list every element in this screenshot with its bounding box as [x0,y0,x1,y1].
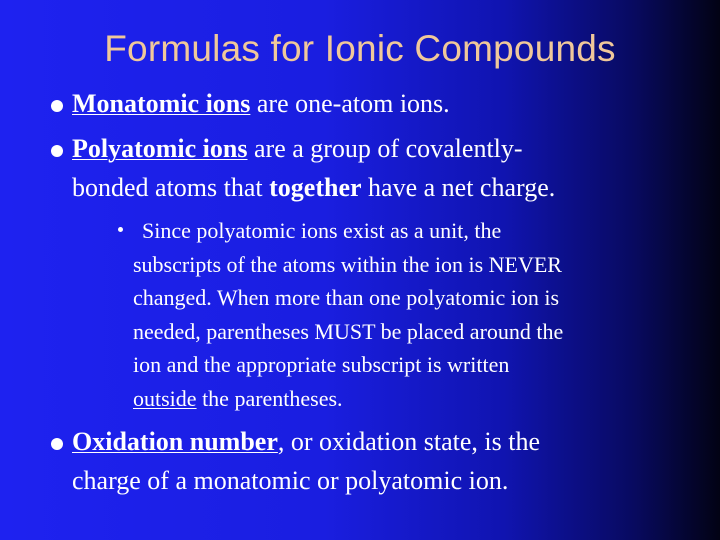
sub-line: ion and the appropriate subscript is written [133,352,510,377]
emphasis-together: together [269,173,362,202]
term-polyatomic-ions: Polyatomic ions [72,134,248,163]
bullet-oxidation-number [72,422,540,500]
bullet-text: charge of a monatomic or polyatomic ion. [72,466,509,495]
bullet-dot-icon [51,438,63,450]
bullet-text: are a group of covalently- [247,134,523,163]
sub-line: needed, parentheses MUST be placed around the [133,318,564,344]
term-monatomic-ions: Monatomic ions [72,89,251,118]
sub-line: Since polyatomic ions exist as a unit, the [142,218,502,243]
sub-line: subscripts of the atoms within the ion is NEVER [133,251,562,277]
sub-line: changed. When more than one polyatomic ion is [133,285,560,310]
sub-bullet-dot-icon [118,227,123,232]
term-oxidation-number: Oxidation number [72,427,278,456]
sub-line: the parentheses. [196,385,343,411]
bullet-text: are one-atom ions. [250,89,450,118]
slide-title: Formulas for Ionic Compounds [104,28,616,69]
bullet-text: , or oxidation state, is the [277,427,540,456]
emphasis-outside: outside [133,385,197,411]
bullet-dot-icon [51,100,63,112]
bullet-monatomic [72,84,450,123]
sub-bullet-polyatomic-note [133,214,693,415]
bullet-text: have a net charge. [361,173,556,202]
bullet-polyatomic [72,129,555,207]
bullet-text: bonded atoms that [72,173,270,202]
bullet-dot-icon [51,145,63,157]
